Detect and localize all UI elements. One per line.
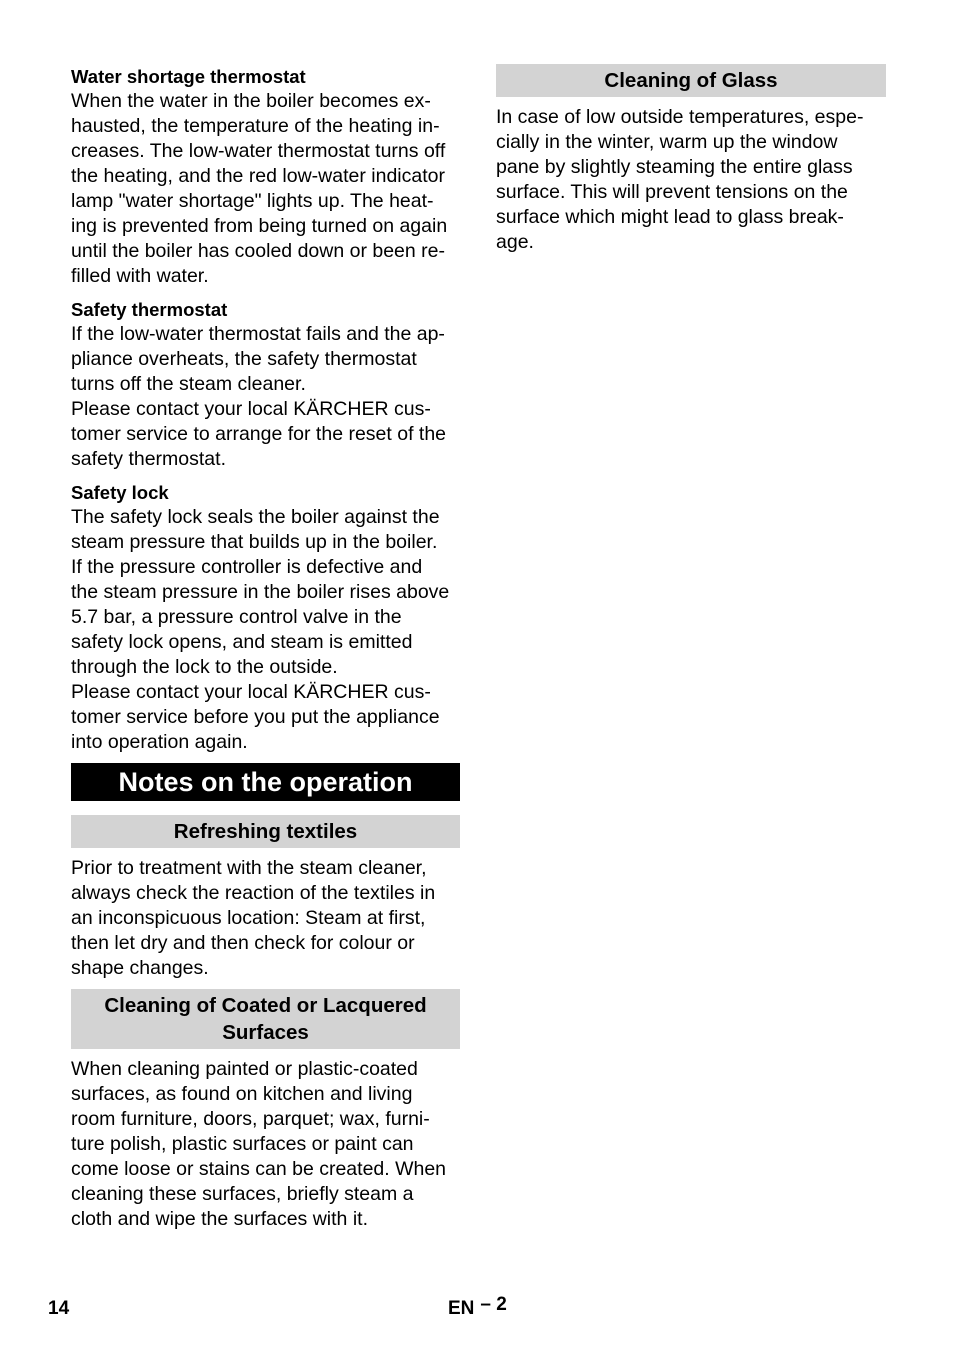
coated-text: When cleaning painted or plastic-coated surfaces, as found on kitchen and living room furniture, doors, parquet; wax, furni- ture polish, plastic surfaces or paint can come loose or stains can be created. When cleaning these surfaces, briefly steam a cloth and wipe the surfaces with it. (71, 1058, 447, 1230)
glass-heading: Cleaning of Glass (496, 64, 886, 97)
left-column (71, 64, 460, 1232)
language-code: EN (448, 1298, 475, 1319)
footer-language (448, 1294, 507, 1320)
refreshing-text: Prior to treatment with the steam cleaner, always check the reaction of the textiles in an inconspicuous location: Steam at first, then let dry and then check for colour or shape changes. (71, 857, 436, 979)
safety-thermostat-text: If the low-water thermostat fails and the ap- pliance overheats, the safety thermostat turns off the steam cleaner. Please contact your local KÄRCHER cus- tomer service to arrange for the reset of the safety thermostat. (71, 323, 447, 470)
safety-lock-text: The safety lock seals the boiler against the steam pressure that builds up in the boiler. If the pressure controller is defective and the steam pressure in the boiler rises above 5.7 bar, a pressure control valve in the safety lock opens, and steam is emitted through the lock to the outside. Please contact your local KÄRCHER cus- tomer service before you put the appliance into operation again. (71, 506, 450, 753)
water-shortage-heading: Water shortage thermostat (71, 66, 306, 87)
notes-section-heading: Notes on the operation (71, 763, 460, 801)
glass-text: In case of low outside temperatures, espe- cially in the winter, warm up the window pane by slightly steaming the entire glass surface. This will prevent tensions on the surface which might lead to glass break- age. (496, 106, 864, 253)
safety-thermostat-heading: Safety thermostat (71, 299, 228, 320)
coated-heading: Cleaning of Coated or Lacquered Surfaces (71, 989, 460, 1049)
safety-lock-heading: Safety lock (71, 482, 169, 503)
water-shortage-text: When the water in the boiler becomes ex- hausted, the temperature of the heating in- creases. The low-water thermostat turns off the heating, and the red low-water indicator lamp "water shortage" lights up. The heat- ing is prevented from being turned on again until the boiler has cooled down or been re- filled with water. (71, 90, 448, 287)
right-column (496, 64, 886, 255)
section-page-number: – 2 (480, 1294, 507, 1315)
page-number: 14 (48, 1298, 70, 1319)
refreshing-heading: Refreshing textiles (71, 815, 460, 848)
